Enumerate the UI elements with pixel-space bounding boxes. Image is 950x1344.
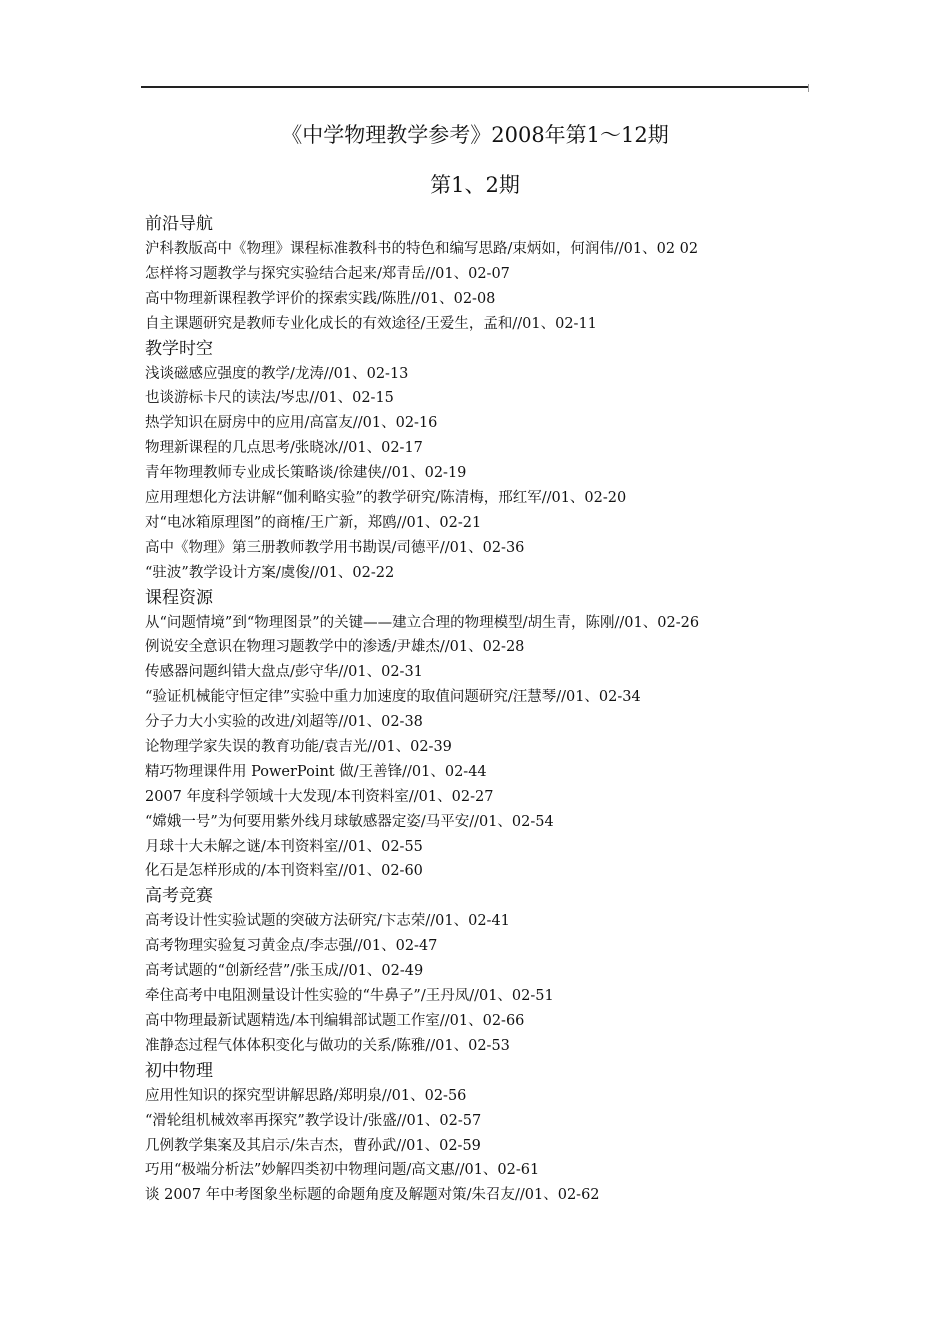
article-entry: 应用性知识的探究型讲解思路/郑明泉//01、02-56 [145, 1087, 467, 1104]
article-entry: 怎样将习题教学与探究实验结合起来/郑青岳//01、02-07 [145, 265, 510, 282]
section-heading: 前沿导航 [145, 214, 213, 234]
article-entry: 自主课题研究是教师专业化成长的有效途径/王爱生，孟和//01、02-11 [145, 315, 597, 332]
article-entry: 沪科教版高中《物理》课程标准教科书的特色和编写思路/束炳如，何润伟//01、02 02 [145, 241, 699, 257]
article-entry: “嫦娥一号”为何要用紫外线月球敏感器定姿/马平安//01、02-54 [145, 813, 554, 830]
article-entry: 高考试题的“创新经营”/张玉成//01、02-49 [145, 963, 424, 980]
article-entry: 浅谈磁感应强度的教学/龙涛//01、02-13 [145, 365, 409, 382]
section-heading: 课程资源 [145, 587, 213, 608]
section-heading: 教学时空 [145, 338, 213, 359]
article-entry: 也谈游标卡尺的读法/岑忠//01、02-15 [145, 390, 394, 407]
article-entry: 物理新课程的几点思考/张晓冰//01、02-17 [145, 440, 423, 457]
article-entry: 高中物理最新试题精选/本刊编辑部试题工作室//01、02-66 [145, 1012, 525, 1029]
article-entry: 应用理想化方法讲解“伽利略实验”的教学研究/陈清梅，邢红军//01、02-20 [145, 490, 627, 507]
article-entry: “验证机械能守恒定律”实验中重力加速度的取值问题研究/汪慧琴//01、02-34 [145, 689, 641, 706]
article-entry: 化石是怎样形成的/本刊资料室//01、02-60 [145, 863, 423, 880]
article-entry: 从“问题情境”到“物理图景”的关键——建立合理的物理模型/胡生青，陈刚//01、02-26 [145, 614, 700, 631]
article-entry: 准静态过程气体体积变化与做功的关系/陈雅//01、02-53 [145, 1037, 510, 1054]
article-entry: 高中《物理》第三册教师教学用书勘误/司德平//01、02-36 [145, 539, 525, 556]
article-entry: 高中物理新课程教学评价的探索实践/陈胜//01、02-08 [145, 290, 496, 307]
article-entry: 分子力大小实验的改进/刘超等//01、02-38 [145, 714, 423, 731]
top-rule [141, 86, 809, 88]
article-entry: 精巧物理课件用 PowerPoint 做/王善锋//01、02-44 [145, 763, 487, 780]
article-entry: 高考设计性实验试题的突破方法研究/卞志荣//01、02-41 [145, 913, 510, 930]
article-entry: 几例教学集案及其启示/朱吉杰，曹孙武//01、02-59 [145, 1137, 481, 1154]
article-entry: 月球十大未解之谜/本刊资料室//01、02-55 [145, 838, 423, 855]
article-entry: 例说安全意识在物理习题教学中的渗透/尹雄杰//01、02-28 [145, 639, 525, 656]
article-entry: “滑轮组机械效率再探究”教学设计/张盛//01、02-57 [145, 1112, 482, 1129]
article-entry: 热学知识在厨房中的应用/高富友//01、02-16 [145, 415, 438, 432]
section-heading: 高考竞赛 [145, 886, 213, 907]
table-of-contents [145, 212, 815, 1208]
issue-title: 第1、2期 [430, 173, 520, 197]
article-entry: 谈 2007 年中考图象坐标题的命题角度及解题对策/朱召友//01、02-62 [145, 1187, 600, 1204]
article-entry: 论物理学家失误的教育功能/袁吉光//01、02-39 [145, 739, 452, 756]
article-entry: “驻波”教学设计方案/虞俊//01、02-22 [145, 564, 395, 581]
article-entry: 青年物理教师专业成长策略谈/徐建侠//01、02-19 [145, 465, 467, 482]
article-entry: 巧用“极端分析法”妙解四类初中物理问题/高文惠//01、02-61 [145, 1162, 540, 1179]
article-entry: 2007 年度科学领域十大发现/本刊资料室//01、02-27 [145, 788, 494, 805]
article-entry: 传感器问题纠错大盘点/彭守华//01、02-31 [145, 664, 423, 681]
top-rule-tick [808, 84, 809, 92]
document-title: 《中学物理教学参考》2008年第1～12期 [281, 123, 669, 147]
section-heading: 初中物理 [145, 1060, 213, 1081]
article-entry: 对“电冰箱原理图”的商榷/王广新，郑鸥//01、02-21 [145, 514, 482, 531]
article-entry: 牵住高考中电阻测量设计性实验的“牛鼻子”/王丹凤//01、02-51 [145, 988, 554, 1005]
article-entry: 高考物理实验复习黄金点/李志强//01、02-47 [145, 938, 438, 955]
